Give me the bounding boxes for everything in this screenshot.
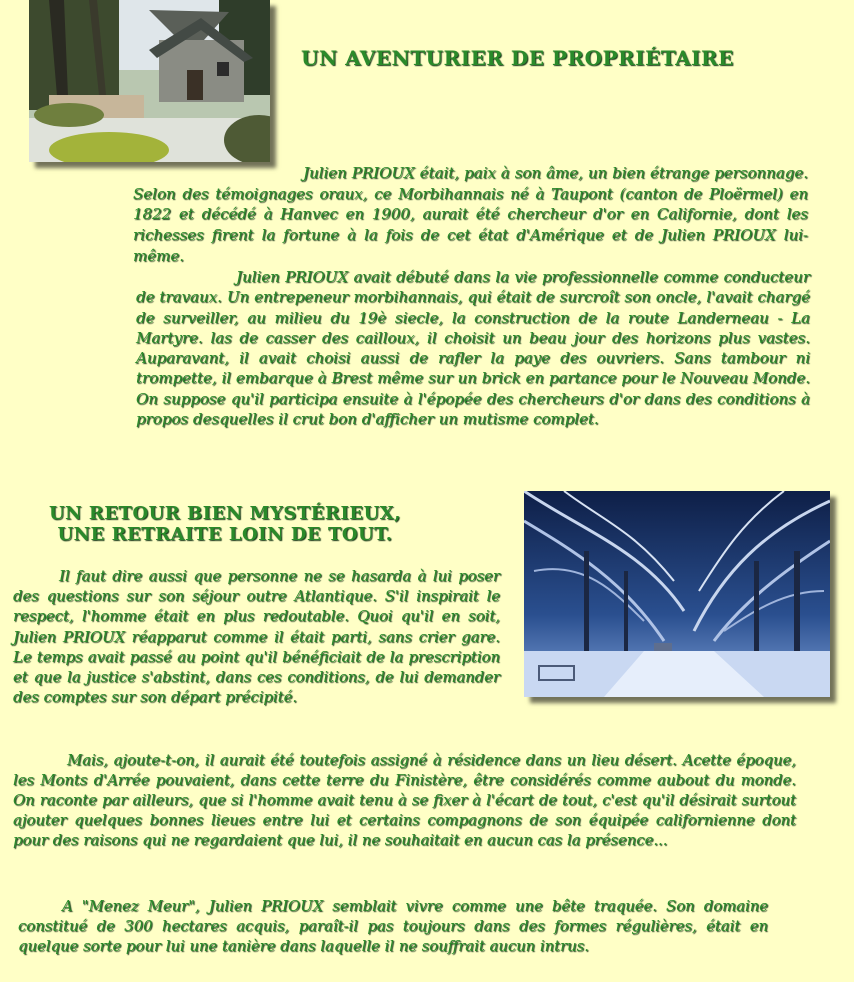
paragraph-residence: Mais, ajoute-t-on, il aurait été toutefois assigné à résidence dans un lieu désert. Acette époque, les Monts d'Arrée pouvaient, dans cette terre du Finistère, être considérés comme aubout du monde. On raconte par ailleurs, que si l'homme avait tenu à se fixer à l'écart de tout, c'est qu'il désirait surtout ajouter quelques bonnes lieues entre lui et certains compagnons de son équipée californienne dont pour des raisons qui ne regardaient que lui, il ne souhaitait en aucun cas la présence...: [13, 752, 796, 849]
paragraph-return: Il faut dire aussi que personne ne se hasarda à lui poser des questions sur son séjour outre Atlantique. S'il inspirait le respect, l'homme était en plus redoutable. Quoi qu'il en soit, Julien PRIOUX réapparut comme il était parti, sans crier gare. Le temps avait passé au point qu'il bénéficiait de la prescription et que la justice s'abstint, dans ces conditions, de lui demander des comptes sur son départ précipité.: [13, 568, 500, 707]
page-title: UN AVENTURIER DE PROPRIÉTAIRE: [301, 46, 734, 70]
paragraph-menez-meur: A "Menez Meur", Julien PRIOUX semblait vivre comme une bête traquée. Son domaine constitué de 300 hectares acquis, paraît-il pas toujours dans des formes régulières, était en quelque sorte pour lui une tanière dans laquelle il ne souffrait aucun intrus.: [18, 898, 768, 955]
snowy-forest-photo: [524, 491, 830, 697]
paragraph-intro: Julien PRIOUX était, paix à son âme, un bien étrange personnage. Selon des témoignages oraux, ce Morbihannais né à Taupont (canton de Ploërmel) en 1822 et décédé à Hanvec en 1900, aurait été chercheur d'or en Californie, dont les richesses firent la fortune à la fois de cet état d'Amérique et de Julien PRIOUX lui-même.: [133, 164, 808, 265]
cottage-photo: [29, 0, 270, 162]
paragraph-career: Julien PRIOUX avait débuté dans la vie professionnelle comme conducteur de travaux. Un entrepeneur morbihannais, qui était de surcroît son oncle, l'avait chargé de surveiller, au milieu du 19è siecle, la construction de la route Landerneau - La Martyre. las de casser des cailloux, il choisit un beau jour des horizons plus vastes. Auparavant, il avait choisi aussi de rafler la paye des ouvriers. Sans tambour ni trompette, il embarque à Brest même sur un brick en partance pour le Nouveau Monde. On suppose qu'il participa ensuite à l'épopée des chercheurs d'or dans des conditions à propos desquelles il crut bon d'afficher un mutisme complet.: [136, 268, 810, 429]
section-heading-line1: UN RETOUR BIEN MYSTÉRIEUX,: [48, 503, 402, 524]
section-heading-line2: UNE RETRAITE LOIN DE TOUT.: [57, 524, 393, 545]
section-heading: [0, 503, 450, 545]
